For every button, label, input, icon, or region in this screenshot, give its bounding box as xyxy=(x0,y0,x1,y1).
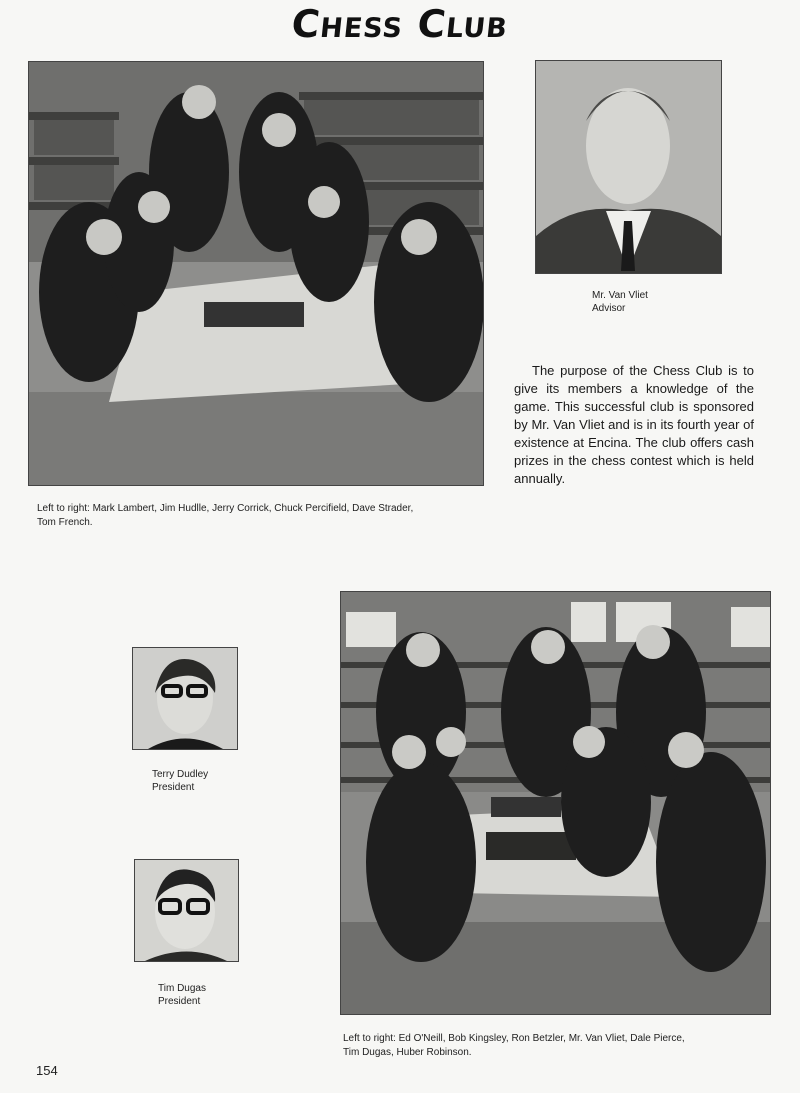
officer-1-role: President xyxy=(152,782,195,793)
officer-2-role: President xyxy=(158,996,201,1007)
photo2-caption-line2: Tim Dugas, Huber Robinson. xyxy=(343,1047,472,1058)
photo2-caption-line1: Left to right: Ed O'Neill, Bob Kingsley, Ron Betzler, Mr. Van Vliet, Dale Pierce, xyxy=(343,1033,685,1044)
group-photo-1 xyxy=(28,61,484,486)
advisor-name: Mr. Van Vliet xyxy=(592,290,648,301)
officer-caption-1 xyxy=(152,768,208,794)
page-number: 154 xyxy=(36,1063,58,1078)
officer-portrait-2 xyxy=(134,859,239,962)
advisor-role: Advisor xyxy=(592,303,626,314)
officer-2-name: Tim Dugas xyxy=(158,983,206,994)
advisor-portrait xyxy=(535,60,722,274)
group-photo-2 xyxy=(340,591,771,1015)
photo1-caption-line1: Left to right: Mark Lambert, Jim Hudlle, Jerry Corrick, Chuck Percifield, Dave Strader, xyxy=(37,503,414,514)
club-description: The purpose of the Chess Club is to give its members a knowledge of the game. This successful club is sponsored by Mr. Van Vliet and is in its fourth year of existence at Encina. The club offers cash prizes in the chess contest which is held annually. xyxy=(514,363,754,486)
page-title: Chess Club xyxy=(289,2,511,46)
officer-1-name: Terry Dudley xyxy=(152,769,209,780)
officer-caption-2 xyxy=(158,982,206,1008)
photo2-caption xyxy=(343,1032,783,1060)
advisor-caption xyxy=(592,289,648,315)
photo1-caption-line2: Tom French. xyxy=(37,517,93,528)
officer-portrait-1 xyxy=(132,647,238,750)
photo1-caption xyxy=(37,502,497,530)
